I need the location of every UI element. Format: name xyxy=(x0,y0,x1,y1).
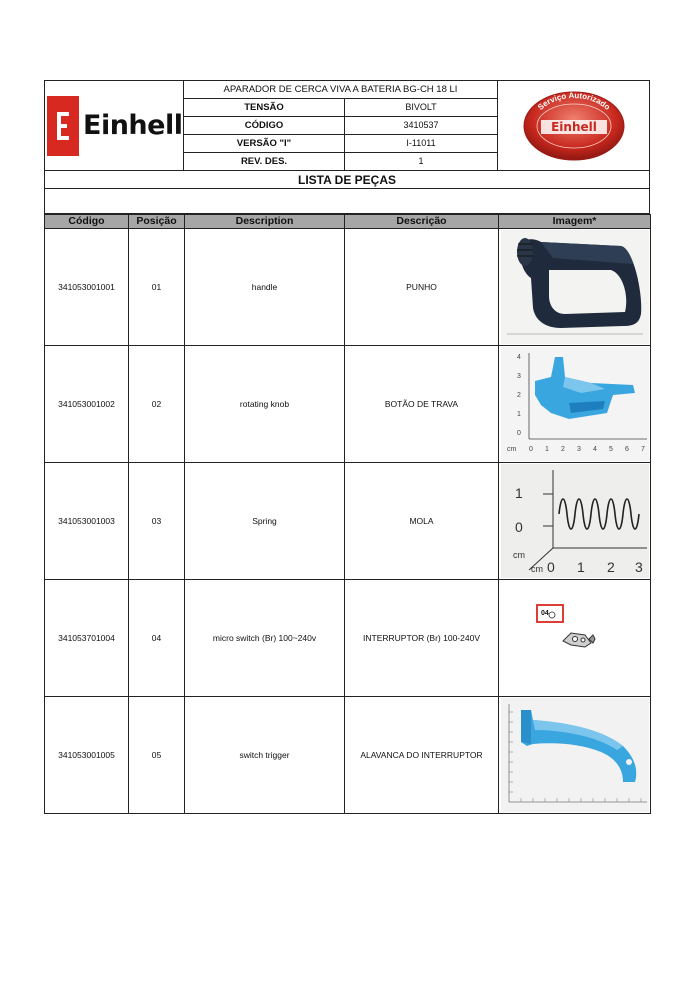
einhell-logo-mark xyxy=(47,96,79,156)
column-header-position: Posição xyxy=(129,215,185,229)
ruler-x-tick: 1 xyxy=(544,446,549,453)
ruler-x-tick: cm xyxy=(506,446,516,453)
info-value: 1 xyxy=(418,156,424,166)
info-label: VERSÃO "I" xyxy=(184,135,345,152)
part-position: 03 xyxy=(129,463,185,580)
info-value: 3410537 xyxy=(403,120,439,130)
part-description-pt: BOTÃO DE TRAVA xyxy=(345,346,499,463)
part-description-pt: INTERRUPTOR (Br) 100-240V xyxy=(345,580,499,697)
info-label: CÓDIGO xyxy=(184,117,345,134)
part-code: 341053001002 xyxy=(45,346,129,463)
seal-icon xyxy=(519,88,629,164)
document-header xyxy=(44,80,650,171)
einhell-logo xyxy=(45,81,184,170)
switch-trigger-image xyxy=(501,698,649,812)
part-callout-label: 04 xyxy=(540,610,549,617)
table-row xyxy=(45,697,651,814)
part-image-cell xyxy=(499,697,651,814)
seal-brand-text: Einhell xyxy=(551,119,597,134)
part-description-pt: PUNHO xyxy=(345,229,499,346)
ruler-x-tick: cm xyxy=(530,564,543,574)
info-row-voltage xyxy=(184,99,497,117)
parts-sheet xyxy=(44,80,650,814)
info-label: REV. DES. xyxy=(184,153,345,170)
table-header-row xyxy=(45,215,651,229)
handle-image xyxy=(501,230,649,344)
seal-top-text: Serviço Autorizado xyxy=(536,90,612,112)
ruler-y-tick: 3 xyxy=(516,373,521,380)
ruler-x-tick: 2 xyxy=(560,446,565,453)
ruler-y-tick: 4 xyxy=(516,354,521,361)
part-position: 05 xyxy=(129,697,185,814)
authorized-service-seal xyxy=(497,81,650,170)
column-header-description-pt: Descrição xyxy=(345,215,499,229)
ruler-x-tick: 4 xyxy=(592,446,597,453)
info-row-code xyxy=(184,117,497,135)
ruler-x-tick: 0 xyxy=(528,446,533,453)
ruler-x-tick: 0 xyxy=(546,559,555,575)
ruler-x-tick: 2 xyxy=(606,559,615,575)
table-row xyxy=(45,346,651,463)
part-description-pt: MOLA xyxy=(345,463,499,580)
table-row xyxy=(45,580,651,697)
column-header-description-en: Description xyxy=(185,215,345,229)
part-code: 341053001005 xyxy=(45,697,129,814)
part-position: 04 xyxy=(129,580,185,697)
micro-switch-image xyxy=(501,581,649,695)
product-info xyxy=(184,81,497,170)
column-header-code: Código xyxy=(45,215,129,229)
ruler-x-tick: 7 xyxy=(640,446,645,453)
info-row-revision xyxy=(184,153,497,170)
part-image-cell xyxy=(499,229,651,346)
part-code: 341053001001 xyxy=(45,229,129,346)
ruler-x-tick: 6 xyxy=(624,446,629,453)
ruler-x-tick: 1 xyxy=(576,559,585,575)
logo-wordmark: Einhell xyxy=(83,110,183,141)
part-description-en: rotating knob xyxy=(185,346,345,463)
product-title: APARADOR DE CERCA VIVA A BATERIA BG-CH 18 LI xyxy=(184,81,497,99)
part-image-cell xyxy=(499,346,651,463)
column-header-image: Imagem* xyxy=(499,215,651,229)
part-description-pt: ALAVANCA DO INTERRUPTOR xyxy=(345,697,499,814)
part-image-cell xyxy=(499,580,651,697)
part-image-cell xyxy=(499,463,651,580)
ruler-y-tick: 0 xyxy=(514,519,523,535)
parts-list-title: LISTA DE PEÇAS xyxy=(44,171,650,189)
blank-row xyxy=(44,189,650,214)
ruler-y-tick: 1 xyxy=(514,485,523,501)
info-value: I-11011 xyxy=(406,138,436,148)
info-row-version xyxy=(184,135,497,153)
ruler-unit: cm xyxy=(512,550,525,560)
rotating-knob-image xyxy=(501,347,649,461)
ruler-x-tick: 5 xyxy=(608,446,613,453)
part-description-en: micro switch (Br) 100~240v xyxy=(185,580,345,697)
ruler-x-tick: 3 xyxy=(634,559,643,575)
parts-table xyxy=(44,214,651,814)
part-code: 341053701004 xyxy=(45,580,129,697)
table-row xyxy=(45,463,651,580)
part-code: 341053001003 xyxy=(45,463,129,580)
part-description-en: Spring xyxy=(185,463,345,580)
part-description-en: handle xyxy=(185,229,345,346)
info-value: BIVOLT xyxy=(405,102,437,112)
part-position: 02 xyxy=(129,346,185,463)
ruler-y-tick: 2 xyxy=(516,392,521,399)
spring-image xyxy=(501,464,649,578)
ruler-y-tick: 1 xyxy=(516,411,521,418)
part-description-en: switch trigger xyxy=(185,697,345,814)
ruler-y-tick: 0 xyxy=(516,430,521,437)
ruler-x-tick: 3 xyxy=(576,446,581,453)
part-position: 01 xyxy=(129,229,185,346)
table-row xyxy=(45,229,651,346)
info-label: TENSÃO xyxy=(184,99,345,116)
